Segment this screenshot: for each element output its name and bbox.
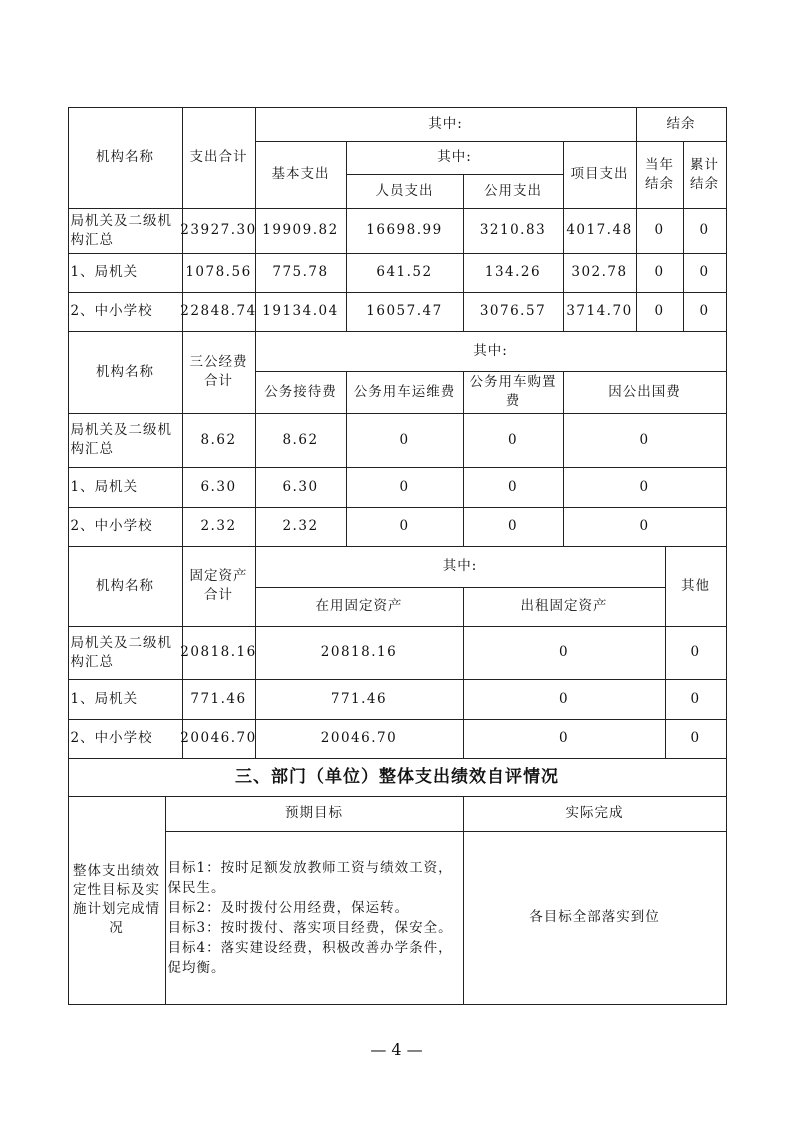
table-cell: 16698.99 (346, 208, 464, 254)
table-cell: 0 (683, 292, 727, 332)
table-cell: 0 (636, 208, 684, 254)
table-cell: 20818.16 (255, 626, 464, 680)
table-cell: 771.46 (182, 679, 256, 720)
table-cell: 23927.30 (182, 208, 256, 254)
header-project: 项目支出 (563, 141, 637, 209)
table-cell: 6.30 (182, 467, 256, 508)
header-overseas: 因公出国费 (563, 371, 727, 414)
org-name-cell: 2、中小学校 (68, 507, 183, 547)
table-cell: 20046.70 (255, 719, 464, 759)
header-total: 支出合计 (182, 107, 256, 209)
header-name: 机构名称 (68, 331, 183, 414)
table-cell: 0 (563, 507, 727, 547)
org-name-cell: 1、局机关 (68, 679, 183, 720)
header-in-use: 在用固定资产 (255, 587, 464, 627)
org-name-cell: 局机关及二级机构汇总 (68, 413, 183, 468)
table-cell: 771.46 (255, 679, 464, 720)
table-cell: 0 (463, 719, 666, 759)
header-total: 固定资产合计 (182, 546, 256, 627)
table-cell: 4017.48 (563, 208, 637, 254)
header-basic: 基本支出 (255, 141, 347, 209)
table-cell: 134.26 (463, 253, 564, 293)
table-cell: 0 (346, 507, 464, 547)
header-cumulative-surplus: 累计结余 (683, 141, 727, 209)
header-current-surplus: 当年结余 (636, 141, 684, 209)
header-name: 机构名称 (68, 546, 183, 627)
org-name-cell: 2、中小学校 (68, 292, 183, 332)
table-cell: 0 (665, 679, 727, 720)
header-expected: 预期目标 (165, 796, 464, 832)
table-cell: 0 (463, 467, 564, 508)
table-cell: 0 (683, 253, 727, 293)
header-among: 其中: (255, 546, 666, 588)
table-cell: 19134.04 (255, 292, 347, 332)
header-actual: 实际完成 (463, 796, 727, 832)
table-cell: 0 (346, 467, 464, 508)
table-cell: 3714.70 (563, 292, 637, 332)
org-name-cell: 2、中小学校 (68, 719, 183, 759)
expected-goals: 目标1：按时足额发放教师工资与绩效工资，保民生。 目标2：及时拨付公用经费，保运转。 目标3：按时拨付、落实项目经费，保安全。 目标4：落实建设经费，积极改善办学条件，促均衡。 (165, 831, 464, 1005)
section-title: 三、部门（单位）整体支出绩效自评情况 (68, 758, 727, 797)
table-cell: 1078.56 (182, 253, 256, 293)
table-cell: 0 (463, 507, 564, 547)
header-reception: 公务接待费 (255, 371, 347, 414)
table-cell: 6.30 (255, 467, 347, 508)
header-surplus: 结余 (636, 107, 727, 142)
table-cell: 0 (665, 719, 727, 759)
header-rented: 出租固定资产 (463, 587, 666, 627)
table-cell: 0 (665, 626, 727, 680)
header-among-sub: 其中: (346, 141, 564, 175)
table-cell: 0 (563, 413, 727, 468)
table-cell: 8.62 (255, 413, 347, 468)
table-cell: 0 (636, 253, 684, 293)
table-cell: 8.62 (182, 413, 256, 468)
header-name: 机构名称 (68, 107, 183, 209)
header-among: 其中: (255, 107, 637, 142)
table-cell: 20046.70 (182, 719, 256, 759)
header-car-purchase: 公务用车购置费 (463, 371, 564, 414)
org-name-cell: 局机关及二级机构汇总 (68, 208, 183, 254)
table-cell: 302.78 (563, 253, 637, 293)
table-cell: 0 (683, 208, 727, 254)
org-name-cell: 局机关及二级机构汇总 (68, 626, 183, 680)
table-cell: 2.32 (182, 507, 256, 547)
evaluation-row-label: 整体支出绩效定性目标及实施计划完成情况 (68, 796, 166, 1005)
org-name-cell: 1、局机关 (68, 253, 183, 293)
header-other: 其他 (665, 546, 727, 627)
header-public: 公用支出 (463, 174, 564, 209)
header-car-maintenance: 公务用车运维费 (346, 371, 464, 414)
page-number: — 4 — (370, 1040, 423, 1059)
table-cell: 775.78 (255, 253, 347, 293)
actual-completion: 各目标全部落实到位 (463, 831, 727, 1005)
table-cell: 19909.82 (255, 208, 347, 254)
table-cell: 641.52 (346, 253, 464, 293)
table-cell: 0 (563, 467, 727, 508)
table-cell: 2.32 (255, 507, 347, 547)
table-cell: 0 (636, 292, 684, 332)
table-cell: 16057.47 (346, 292, 464, 332)
table-cell: 22848.74 (182, 292, 256, 332)
table-cell: 3076.57 (463, 292, 564, 332)
table-cell: 0 (463, 679, 666, 720)
table-cell: 20818.16 (182, 626, 256, 680)
table-cell: 3210.83 (463, 208, 564, 254)
table-cell: 0 (463, 626, 666, 680)
table-cell: 0 (463, 413, 564, 468)
header-total: 三公经费合计 (182, 331, 256, 414)
org-name-cell: 1、局机关 (68, 467, 183, 508)
header-among: 其中: (255, 331, 727, 372)
table-cell: 0 (346, 413, 464, 468)
header-personnel: 人员支出 (346, 174, 464, 209)
